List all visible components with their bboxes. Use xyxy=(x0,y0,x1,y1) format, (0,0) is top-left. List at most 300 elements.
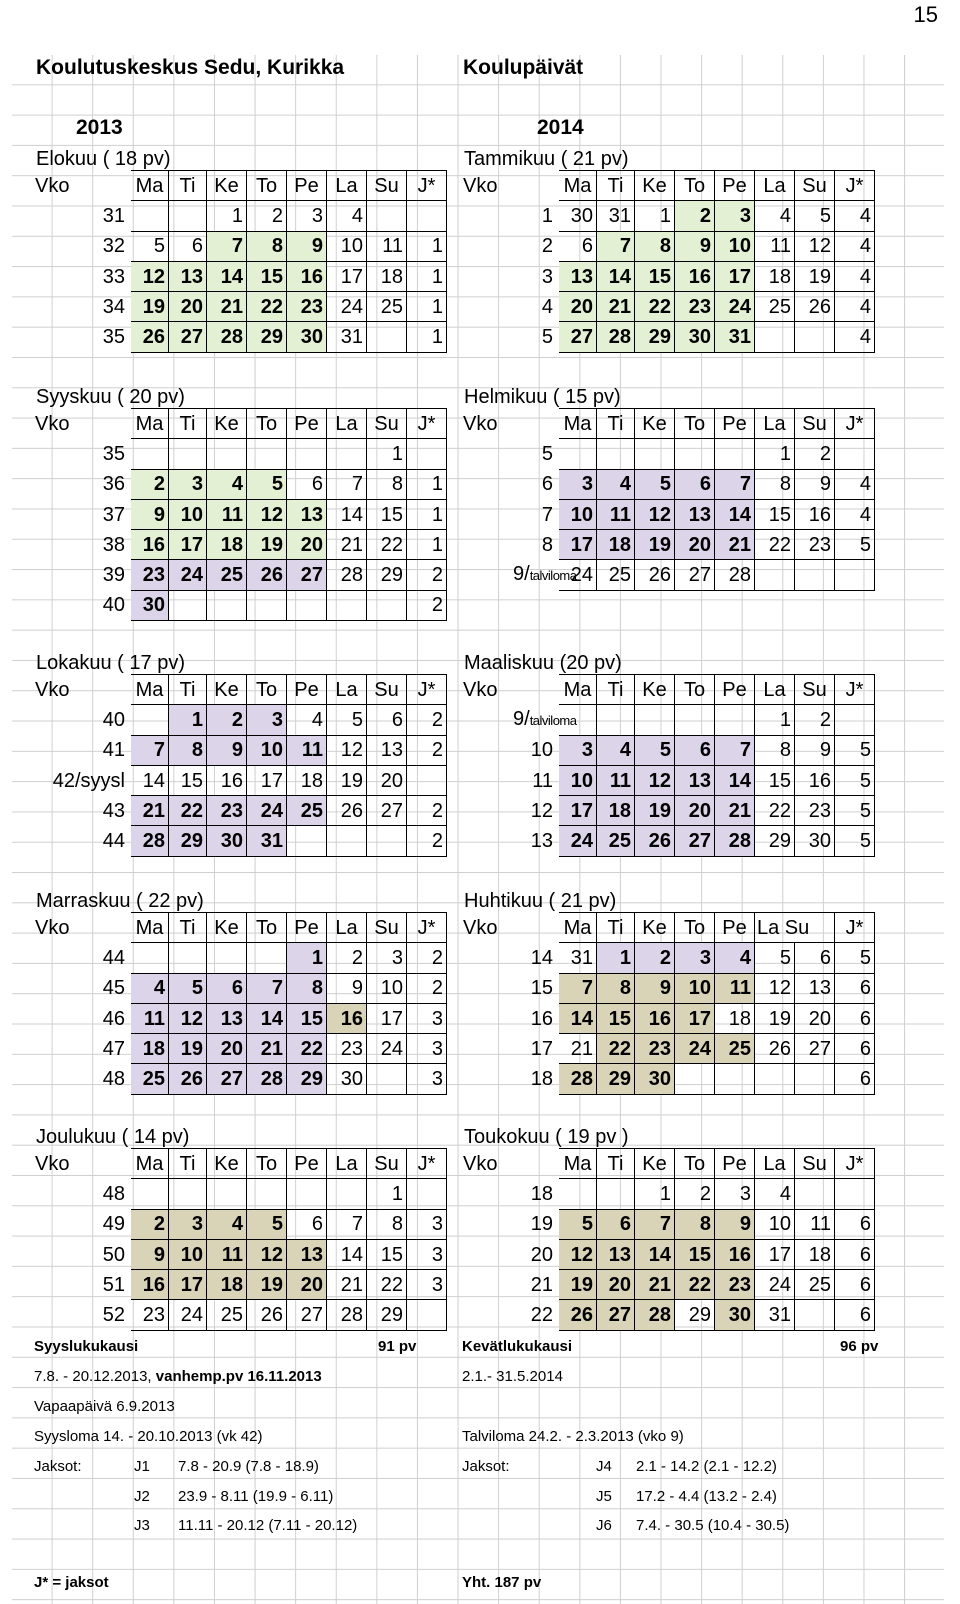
day-cell: 3 xyxy=(715,1179,755,1209)
period-number: 2 xyxy=(407,735,447,765)
day-cell: 20 xyxy=(169,292,207,322)
day-cell: 3 xyxy=(169,1209,207,1239)
weekday-header: Ke xyxy=(635,1149,675,1179)
day-cell: 27 xyxy=(675,560,715,590)
day-cell: 15 xyxy=(675,1239,715,1269)
day-cell: 5 xyxy=(131,231,169,261)
period-header: J* xyxy=(407,171,447,201)
weekday-header: La xyxy=(755,1149,795,1179)
period-number: 2 xyxy=(407,826,447,856)
day-cell: 1 xyxy=(367,1179,407,1209)
day-cell: 25 xyxy=(207,560,247,590)
weekday-header: Ma xyxy=(559,1149,597,1179)
day-cell: 16 xyxy=(207,765,247,795)
day-cell xyxy=(169,943,207,973)
day-cell xyxy=(169,439,207,469)
day-cell: 24 xyxy=(327,292,367,322)
period-number: 6 xyxy=(835,1239,875,1269)
weekday-header: To xyxy=(247,1149,287,1179)
week-number: 45 xyxy=(102,977,125,1000)
period-number: 6 xyxy=(835,1003,875,1033)
day-cell: 19 xyxy=(635,796,675,826)
weekday-header: Su xyxy=(367,1149,407,1179)
period-number: 5 xyxy=(835,765,875,795)
week-number: 6 xyxy=(541,473,553,496)
weekday-header: Pe xyxy=(287,171,327,201)
week-header: Vko xyxy=(35,1152,70,1175)
weekday-header: Su xyxy=(795,171,835,201)
weekday-header: La xyxy=(327,1149,367,1179)
day-cell: 25 xyxy=(367,292,407,322)
weekday-header: Pe xyxy=(287,1149,327,1179)
weekday-header: Ke xyxy=(635,409,675,439)
weekday-header: Ke xyxy=(207,171,247,201)
week-number: 44 xyxy=(102,946,125,969)
month-title: Maaliskuu (20 pv) xyxy=(464,652,622,674)
day-cell: 2 xyxy=(795,705,835,735)
day-cell: 19 xyxy=(131,292,169,322)
week-number: 34 xyxy=(102,295,125,318)
day-cell: 22 xyxy=(597,1034,635,1064)
weekday-header: Pe xyxy=(715,409,755,439)
day-cell: 23 xyxy=(635,1034,675,1064)
month-table xyxy=(462,912,875,1095)
day-cell: 27 xyxy=(287,1300,327,1330)
day-cell: 15 xyxy=(247,261,287,291)
day-cell: 10 xyxy=(755,1209,795,1239)
day-cell: 23 xyxy=(287,292,327,322)
day-cell: 7 xyxy=(597,231,635,261)
day-cell: 12 xyxy=(755,973,795,1003)
day-cell xyxy=(675,439,715,469)
day-cell: 17 xyxy=(247,765,287,795)
day-cell: 17 xyxy=(559,530,597,560)
day-cell: 11 xyxy=(715,973,755,1003)
day-cell xyxy=(247,590,287,620)
day-cell: 26 xyxy=(755,1034,795,1064)
day-cell: 22 xyxy=(367,530,407,560)
day-cell: 11 xyxy=(207,499,247,529)
day-cell xyxy=(367,322,407,352)
day-cell: 25 xyxy=(597,560,635,590)
day-cell: 19 xyxy=(247,530,287,560)
month-table xyxy=(34,170,447,353)
day-cell xyxy=(287,1179,327,1209)
day-cell: 16 xyxy=(327,1003,367,1033)
day-cell: 29 xyxy=(287,1064,327,1094)
weekday-header: La xyxy=(755,409,795,439)
day-cell: 7 xyxy=(635,1209,675,1239)
day-cell: 24 xyxy=(559,560,597,590)
autumn-term-label: Syyslukukausi xyxy=(34,1338,139,1355)
period-number: 6 xyxy=(835,1209,875,1239)
day-cell: 8 xyxy=(755,469,795,499)
day-cell xyxy=(795,1179,835,1209)
day-cell: 3 xyxy=(169,469,207,499)
period-range: 23.9 - 8.11 (19.9 - 6.11) xyxy=(178,1487,334,1505)
month-title: Marraskuu ( 22 pv) xyxy=(36,890,204,912)
month-title: Toukokuu ( 19 pv ) xyxy=(464,1126,629,1148)
week-number: 20 xyxy=(530,1243,553,1266)
period-number xyxy=(835,439,875,469)
period-code: J5 xyxy=(596,1487,612,1505)
day-cell: 14 xyxy=(715,765,755,795)
day-cell: 7 xyxy=(327,1209,367,1239)
day-cell: 25 xyxy=(597,826,635,856)
day-cell: 18 xyxy=(207,530,247,560)
week-number: 31 xyxy=(102,204,125,227)
day-cell xyxy=(247,439,287,469)
day-cell: 5 xyxy=(247,1209,287,1239)
day-cell: 25 xyxy=(795,1270,835,1300)
day-cell: 25 xyxy=(287,796,327,826)
day-cell: 12 xyxy=(131,261,169,291)
day-cell: 9 xyxy=(715,1209,755,1239)
weekday-header: Ma xyxy=(559,409,597,439)
weekday-header: La xyxy=(755,675,795,705)
period-header: J* xyxy=(835,409,875,439)
period-code: J2 xyxy=(134,1487,150,1505)
day-cell: 7 xyxy=(131,735,169,765)
day-cell: 6 xyxy=(795,943,835,973)
day-cell xyxy=(287,826,327,856)
day-cell: 1 xyxy=(755,705,795,735)
day-cell xyxy=(131,705,169,735)
day-cell: 28 xyxy=(247,1064,287,1094)
week-header: Vko xyxy=(35,678,70,701)
day-cell: 24 xyxy=(169,560,207,590)
year-right: 2014 xyxy=(537,116,584,139)
day-cell: 25 xyxy=(131,1064,169,1094)
period-number: 6 xyxy=(835,1300,875,1330)
day-cell: 28 xyxy=(207,322,247,352)
day-cell: 5 xyxy=(559,1209,597,1239)
day-cell: 28 xyxy=(715,560,755,590)
day-cell: 15 xyxy=(755,765,795,795)
weekday-header: Su xyxy=(795,409,835,439)
weekday-header: To xyxy=(675,913,715,943)
day-cell: 21 xyxy=(327,530,367,560)
day-cell: 23 xyxy=(131,560,169,590)
day-cell: 7 xyxy=(715,735,755,765)
day-cell xyxy=(715,705,755,735)
weekday-header: Su xyxy=(367,913,407,943)
day-cell: 19 xyxy=(247,1270,287,1300)
day-cell: 30 xyxy=(559,201,597,231)
spring-term-days: 96 pv xyxy=(840,1338,879,1355)
day-cell: 22 xyxy=(635,292,675,322)
weekday-header: Ti xyxy=(597,675,635,705)
day-cell: 20 xyxy=(559,292,597,322)
day-cell: 4 xyxy=(597,469,635,499)
day-cell: 28 xyxy=(131,826,169,856)
period-number: 6 xyxy=(835,1064,875,1094)
day-cell xyxy=(169,590,207,620)
week-number: 50 xyxy=(102,1243,125,1266)
week-number: 36 xyxy=(102,473,125,496)
day-cell: 9 xyxy=(675,231,715,261)
day-cell xyxy=(675,705,715,735)
day-cell: 4 xyxy=(715,943,755,973)
period-number: 4 xyxy=(835,322,875,352)
week-header: Vko xyxy=(35,916,70,939)
day-cell: 25 xyxy=(755,292,795,322)
day-cell: 19 xyxy=(755,1003,795,1033)
day-cell: 28 xyxy=(327,1300,367,1330)
period-number: 5 xyxy=(835,943,875,973)
week-number: 21 xyxy=(530,1273,553,1296)
period-header: J* xyxy=(407,1149,447,1179)
weekday-header: La xyxy=(327,675,367,705)
day-cell xyxy=(169,201,207,231)
week-number: 18 xyxy=(530,1068,553,1091)
period-number: 1 xyxy=(407,322,447,352)
day-cell: 10 xyxy=(675,973,715,1003)
day-cell: 29 xyxy=(367,1300,407,1330)
period-number: 4 xyxy=(835,292,875,322)
day-cell: 1 xyxy=(287,943,327,973)
period-number: 3 xyxy=(407,1270,447,1300)
period-number xyxy=(835,560,875,590)
month-title: Syyskuu ( 20 pv) xyxy=(36,386,185,408)
period-number xyxy=(407,439,447,469)
day-cell xyxy=(715,1064,755,1094)
day-cell: 15 xyxy=(635,261,675,291)
weekday-header: Su xyxy=(367,171,407,201)
day-cell: 12 xyxy=(635,765,675,795)
day-cell: 12 xyxy=(327,735,367,765)
day-cell: 21 xyxy=(131,796,169,826)
week-number: 22 xyxy=(530,1304,553,1327)
day-cell: 17 xyxy=(367,1003,407,1033)
weekday-header: Pe xyxy=(287,409,327,439)
period-number: 1 xyxy=(407,261,447,291)
day-cell: 26 xyxy=(131,322,169,352)
day-cell xyxy=(675,1064,715,1094)
day-cell: 13 xyxy=(559,261,597,291)
weekday-header: Ma xyxy=(131,171,169,201)
weekday-header: Ke xyxy=(207,1149,247,1179)
day-cell: 20 xyxy=(675,796,715,826)
week-number: 39 xyxy=(102,564,125,587)
day-cell: 30 xyxy=(715,1300,755,1330)
month-title: Tammikuu ( 21 pv) xyxy=(464,148,629,170)
week-number: 42/syysl xyxy=(52,769,125,792)
day-cell: 24 xyxy=(247,796,287,826)
day-cell: 20 xyxy=(795,1003,835,1033)
day-cell: 8 xyxy=(287,973,327,1003)
day-cell: 23 xyxy=(675,292,715,322)
day-cell: 1 xyxy=(635,201,675,231)
week-number: 19 xyxy=(530,1213,553,1236)
day-cell: 29 xyxy=(247,322,287,352)
weekday-header: Ke xyxy=(207,409,247,439)
day-cell: 6 xyxy=(675,469,715,499)
day-cell: 13 xyxy=(795,973,835,1003)
weekday-header: Ti xyxy=(169,675,207,705)
day-cell: 14 xyxy=(131,765,169,795)
day-cell: 8 xyxy=(755,735,795,765)
day-cell: 7 xyxy=(247,973,287,1003)
day-cell: 29 xyxy=(169,826,207,856)
weekday-header: Ti xyxy=(169,913,207,943)
day-cell: 7 xyxy=(559,973,597,1003)
day-cell xyxy=(169,1179,207,1209)
day-cell: 21 xyxy=(715,530,755,560)
month-table xyxy=(462,170,875,353)
month-table xyxy=(34,1148,447,1331)
period-number: 3 xyxy=(407,1209,447,1239)
day-cell: 4 xyxy=(755,1179,795,1209)
period-header: J* xyxy=(407,675,447,705)
day-cell: 11 xyxy=(287,735,327,765)
weekday-header: To xyxy=(247,913,287,943)
day-cell: 5 xyxy=(327,705,367,735)
period-number: 3 xyxy=(407,1239,447,1269)
day-cell: 9 xyxy=(131,499,169,529)
day-cell: 27 xyxy=(675,826,715,856)
weekday-header: Ti xyxy=(597,1149,635,1179)
day-cell: 15 xyxy=(287,1003,327,1033)
day-cell: 12 xyxy=(635,499,675,529)
weekday-header: Ma xyxy=(131,1149,169,1179)
weekday-header: To xyxy=(675,675,715,705)
period-range: 7.4. - 30.5 (10.4 - 30.5) xyxy=(636,1517,790,1534)
day-cell: 11 xyxy=(207,1239,247,1269)
legend: J* = jaksot xyxy=(34,1574,109,1591)
day-cell: 1 xyxy=(635,1179,675,1209)
day-cell: 16 xyxy=(131,1270,169,1300)
weekday-header: Ti xyxy=(597,913,635,943)
period-number: 4 xyxy=(835,469,875,499)
weekday-header: To xyxy=(675,1149,715,1179)
day-cell xyxy=(597,439,635,469)
period-number: 2 xyxy=(407,943,447,973)
day-cell: 3 xyxy=(715,201,755,231)
day-cell: 8 xyxy=(597,973,635,1003)
week-number: 32 xyxy=(102,235,125,258)
day-cell: 30 xyxy=(635,1064,675,1094)
weekday-header: To xyxy=(247,675,287,705)
day-cell: 10 xyxy=(715,231,755,261)
period-header: J* xyxy=(835,1149,875,1179)
period-number: 2 xyxy=(407,796,447,826)
day-cell xyxy=(247,943,287,973)
period-range: 7.8 - 20.9 (7.8 - 18.9) xyxy=(178,1458,319,1475)
week-header: Vko xyxy=(463,412,498,435)
period-header: J* xyxy=(407,913,447,943)
month-title: Joulukuu ( 14 pv) xyxy=(36,1126,190,1148)
day-cell xyxy=(795,560,835,590)
day-cell: 19 xyxy=(795,261,835,291)
period-number xyxy=(407,201,447,231)
week-number: 33 xyxy=(102,265,125,288)
day-cell: 11 xyxy=(367,231,407,261)
month-table xyxy=(34,674,447,857)
day-cell xyxy=(287,590,327,620)
week-number: 18 xyxy=(530,1182,553,1205)
winter-break-note: Talviloma 24.2. - 2.3.2013 (vko 9) xyxy=(462,1428,684,1445)
week-number: 40 xyxy=(102,708,125,731)
day-cell: 18 xyxy=(131,1034,169,1064)
period-number: 6 xyxy=(835,1270,875,1300)
day-cell: 16 xyxy=(715,1239,755,1269)
day-cell: 29 xyxy=(755,826,795,856)
day-cell: 26 xyxy=(559,1300,597,1330)
period-number: 5 xyxy=(835,735,875,765)
day-cell: 30 xyxy=(327,1064,367,1094)
day-cell: 14 xyxy=(635,1239,675,1269)
day-cell: 31 xyxy=(597,201,635,231)
day-cell: 17 xyxy=(169,1270,207,1300)
weekday-header: Pe xyxy=(287,675,327,705)
weekday-header: Ke xyxy=(635,171,675,201)
week-header: Vko xyxy=(463,916,498,939)
day-cell xyxy=(131,943,169,973)
week-number: 35 xyxy=(102,442,125,465)
week-number: 11 xyxy=(532,769,553,792)
day-cell: 3 xyxy=(559,469,597,499)
week-number: 48 xyxy=(102,1068,125,1091)
week-number: 43 xyxy=(102,799,125,822)
week-number: 1 xyxy=(541,204,553,227)
week-number: 9/talviloma xyxy=(513,563,577,586)
week-number: 5 xyxy=(541,326,553,349)
periods-label-left: Jaksot: xyxy=(34,1458,82,1475)
week-number: 7 xyxy=(541,503,553,526)
day-cell: 15 xyxy=(597,1003,635,1033)
period-header: J* xyxy=(835,675,875,705)
day-cell: 2 xyxy=(635,943,675,973)
day-cell: 7 xyxy=(715,469,755,499)
weekday-header: La xyxy=(327,913,367,943)
day-cell: 21 xyxy=(635,1270,675,1300)
day-cell: 18 xyxy=(597,530,635,560)
day-cell xyxy=(207,590,247,620)
weekday-header: Ti xyxy=(169,1149,207,1179)
weekday-header: Su xyxy=(367,675,407,705)
day-cell: 16 xyxy=(287,261,327,291)
period-code: J4 xyxy=(596,1458,612,1475)
autumn-break-note: Syysloma 14. - 20.10.2013 (vk 42) xyxy=(34,1428,263,1445)
day-cell xyxy=(327,590,367,620)
week-number: 16 xyxy=(530,1007,553,1030)
period-number: 6 xyxy=(835,1034,875,1064)
weekday-header: Ke xyxy=(207,675,247,705)
day-cell: 13 xyxy=(675,765,715,795)
month-table xyxy=(462,674,875,857)
week-number: 15 xyxy=(530,977,553,1000)
day-cell: 5 xyxy=(795,201,835,231)
week-header: Vko xyxy=(35,174,70,197)
period-range: 11.11 - 20.12 (7.11 - 20.12) xyxy=(178,1517,358,1534)
weekday-header: Su xyxy=(795,675,835,705)
day-cell: 4 xyxy=(131,973,169,1003)
day-cell: 26 xyxy=(247,560,287,590)
day-cell xyxy=(559,1179,597,1209)
weekday-header: La Su xyxy=(755,913,795,943)
day-cell xyxy=(131,439,169,469)
day-cell: 26 xyxy=(635,826,675,856)
week-number: 48 xyxy=(102,1182,125,1205)
day-cell: 10 xyxy=(247,735,287,765)
day-cell: 4 xyxy=(597,735,635,765)
page-number: 15 xyxy=(913,2,938,27)
period-range: 17.2 - 4.4 (13.2 - 2.4) xyxy=(636,1487,777,1505)
day-cell: 14 xyxy=(559,1003,597,1033)
day-cell: 13 xyxy=(287,1239,327,1269)
day-cell: 9 xyxy=(327,973,367,1003)
